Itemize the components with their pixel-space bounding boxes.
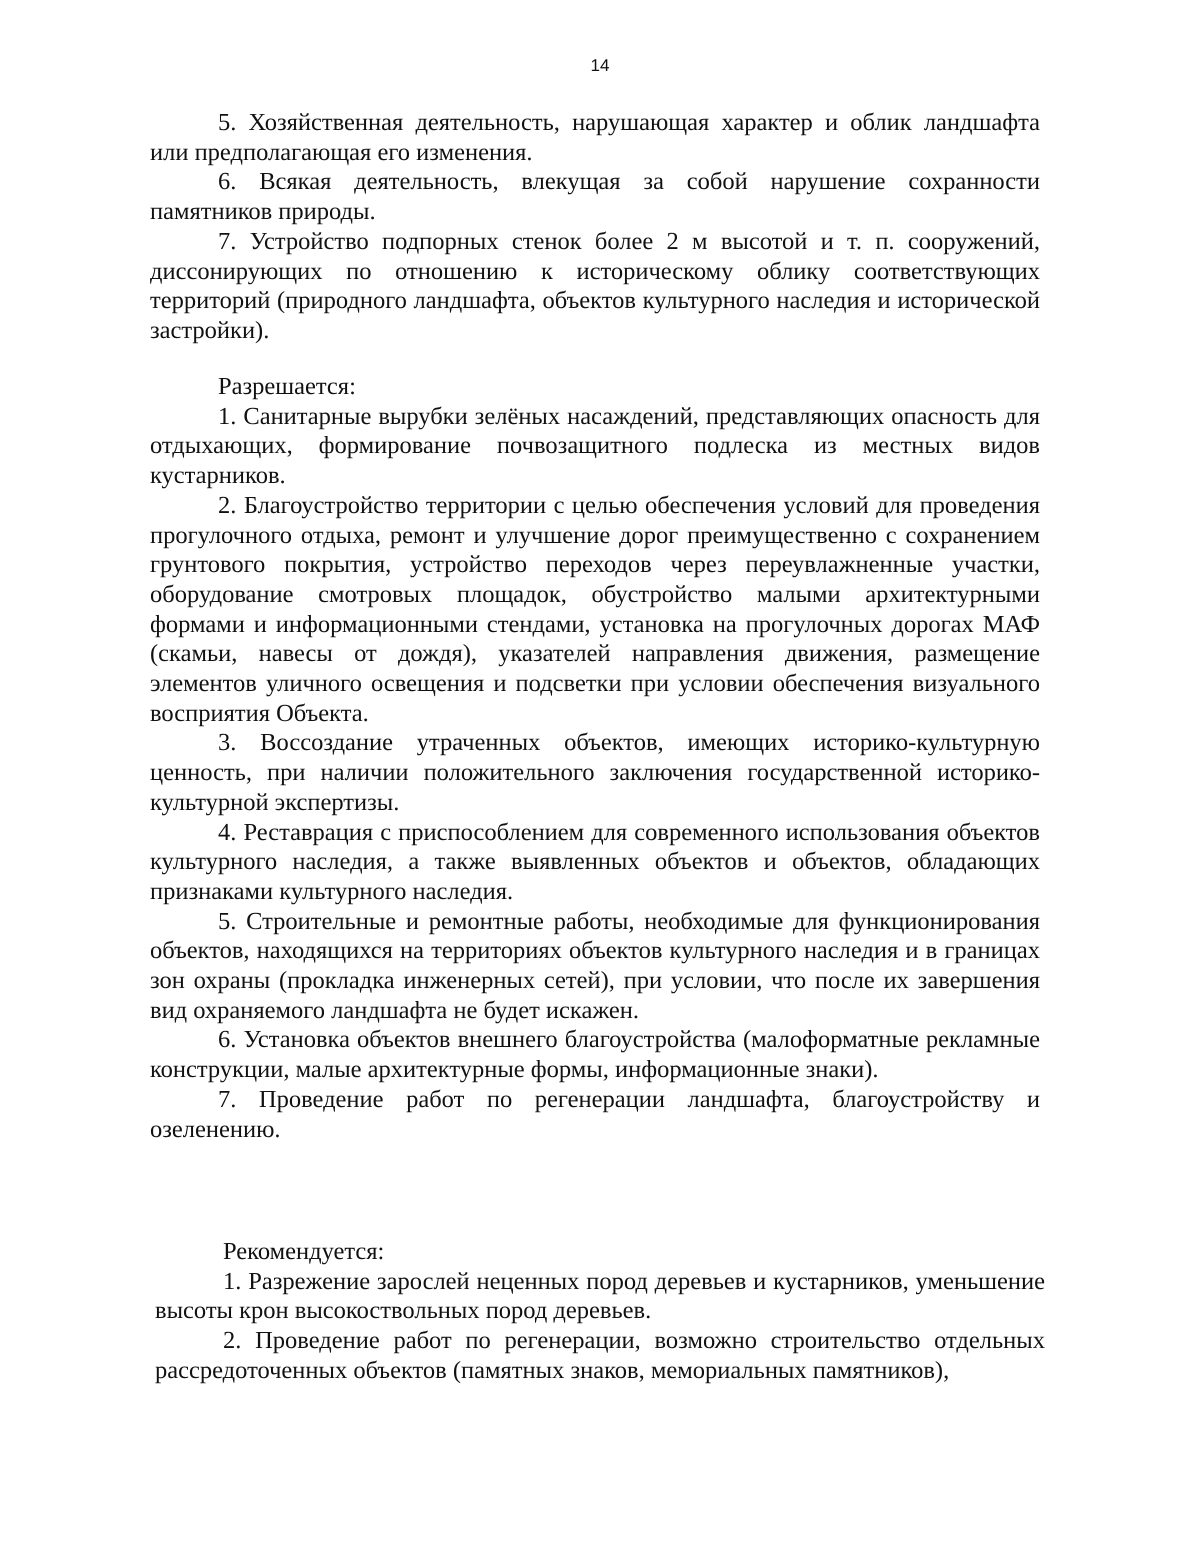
allowed-item-2: 2. Благоустройство территории с целью обеспечения условий для проведения прогулочного отдыха, ремонт и улучшение дорог преимущественно с сохранением грунтового покрытия, устройство переходов через переувлажненные участки, оборудование смотровых площадок, обустройство малыми архитектурными формами и информационными стендами, установка на прогулочных дорогах МАФ (скамьи, навесы от дождя), указателей направления движения, размещение элементов уличного освещения и подсветки при условии обеспечения визуального восприятия Объекта. (150, 491, 1040, 727)
allowed-section (150, 372, 1040, 1144)
recommended-item-2: 2. Проведение работ по регенерации, возможно строительство отдельных рассредоточенных объектов (памятных знаков, мемориальных памятников), (155, 1327, 1045, 1384)
prohibited-item-7: 7. Устройство подпорных стенок более 2 м высотой и т. п. сооружений, диссонирующих по отношению к историческому облику соответствующих территорий (природного ландшафта, объектов культурного наследия и исторической застройки). (150, 227, 1040, 344)
allowed-item-7: 7. Проведение работ по регенерации ландшафта, благоустройству и озеленению. (150, 1085, 1040, 1143)
allowed-item-4: 4. Реставрация с приспособлением для современного использования объектов культурного наследия, а также выявленных объектов и объектов, обладающих признаками культурного наследия. (150, 818, 1040, 905)
recommended-heading: Рекомендуется: (223, 1238, 385, 1265)
page-number: 14 (590, 56, 610, 75)
allowed-item-5: 5. Строительные и ремонтные работы, необходимые для функционирования объектов, находящихся на территориях объектов культурного наследия и в границах зон охраны (прокладка инженерных сетей), при условии, что после их завершения вид охраняемого ландшафта не будет искажен. (150, 907, 1040, 1024)
recommended-section (155, 1237, 1045, 1386)
recommended-item-1: 1. Разрежение зарослей неценных пород деревьев и кустарников, уменьшение высоты крон высокоствольных пород деревьев. (155, 1267, 1045, 1325)
prohibited-item-6: 6. Всякая деятельность, влекущая за собой нарушение сохранности памятников природы. (150, 168, 1040, 226)
allowed-item-1: 1. Санитарные вырубки зелёных насаждений, представляющих опасность для отдыхающих, формирование почвозащитного подлеска из местных видов кустарников. (150, 402, 1040, 490)
prohibited-list-continued (150, 108, 1040, 346)
prohibited-item-5: 5. Хозяйственная деятельность, нарушающая характер и облик ландшафта или предполагающая его изменения. (150, 109, 1040, 166)
allowed-item-3: 3. Воссоздание утраченных объектов, имеющих историко-культурную ценность, при наличии положительного заключения государственной историко-культурной экспертизы. (150, 729, 1040, 816)
allowed-item-6: 6. Установка объектов внешнего благоустройства (малоформатные рекламные конструкции, малые архитектурные формы, информационные знаки). (150, 1026, 1040, 1084)
allowed-heading: Разрешается: (218, 373, 356, 400)
